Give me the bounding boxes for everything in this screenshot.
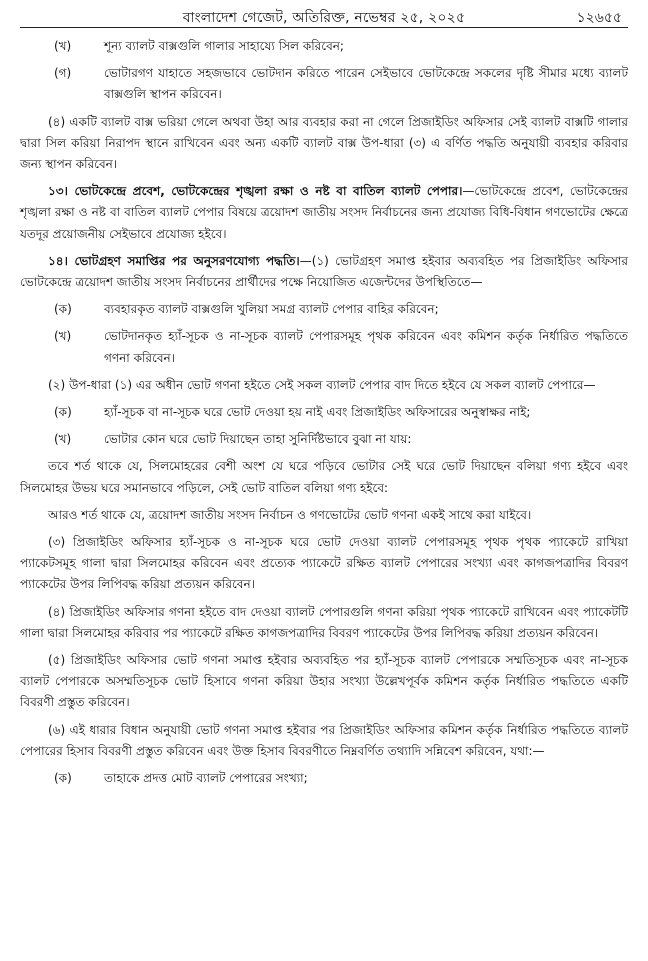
item-text: ব্যবহারকৃত ব্যালট বাক্সগুলি খুলিয়া সমগ্র ব্যালট পেপার বাহির করিবেন; xyxy=(104,302,439,317)
paragraph-3: (৩) প্রিজাইডিং অফিসার হ্যাঁ-সূচক ও না-সূচক ঘরে ভোট দেওয়া ব্যালট পেপারসমূহ পৃথক পৃথক প্যাকেটে রাখিয়া প্যাকেটসমূহ গালা দ্বারা সিলমোহর করিবেন এবং প্রত্যেক প্যাকেটে রক্ষিত ব্যালট পেপারের সংখ্যা এবং কাগজপত্রাদির বিবরণ প্যাকেটের উপর লিপিবদ্ধ করিয়া প্রত্যয়ন করিবেন। xyxy=(20,535,628,592)
list-item xyxy=(54,326,628,368)
section-13 xyxy=(20,181,628,245)
item-text: তাহাকে প্রদত্ত মোট ব্যালট পেপারের সংখ্যা; xyxy=(104,771,308,786)
item-label: (ক) xyxy=(54,771,72,786)
paragraph-4: (৪) একটি ব্যালট বাক্স ভরিয়া গেলে অথবা উহা আর ব্যবহার করা না গেলে প্রিজাইডিং অফিসার সেই ব্যালট বাক্সটি গালার দ্বারা সিল করিয়া নিরাপদ স্থানে রাখিবেন এবং অন্য একটি ব্যালট বাক্স উপ-ধারা (৩) এ বর্ণিত পদ্ধতি অনুযায়ী ব্যবহার করিবার জন্য স্থাপন করিবেন। xyxy=(20,114,628,172)
item-text: হ্যাঁ-সূচক বা না-সূচক ঘরে ভোট দেওয়া হয় নাই এবং প্রিজাইডিং অফিসারের অনুস্বাক্ষর নাই; xyxy=(104,405,531,420)
page-header xyxy=(20,4,628,28)
item-label: (ক) xyxy=(54,302,72,317)
section-14-heading: ১৪। ভোটগ্রহণ সমাপ্তির পর অনুসরণযোগ্য পদ্ধতি। xyxy=(48,253,300,268)
section-14 xyxy=(20,251,628,293)
item-label: (খ) xyxy=(54,39,72,53)
list-item xyxy=(54,36,628,57)
paragraph-2: (২) উপ-ধারা (১) এর অধীন ভোট গণনা হইতে সেই সকল ব্যালট পেপার বাদ দিতে হইবে যে সকল ব্যালট পেপারে— xyxy=(48,377,596,392)
paragraph-6: (৬) এই ধারার বিধান অনুযায়ী ভোট গণনা সমাপ্ত হইবার পর প্রিজাইডিং অফিসার কমিশন কর্তৃক নির্ধারিত পদ্ধতিতে ব্যালট পেপারের হিসাব বিবরণী প্রস্তুত করিবেন এবং উক্ত হিসাব বিবরণীতে নিম্নবর্ণিত তথ্যাদি সন্নিবেশ করিবেন, যথা:— xyxy=(20,722,628,758)
item-text: ভোটার কোন ঘরে ভোট দিয়াছেন তাহা সুনির্দিষ্টভাবে বুঝা না যায়: xyxy=(104,432,412,447)
list-item xyxy=(54,402,628,423)
list-item xyxy=(54,429,628,450)
item-label: (খ) xyxy=(54,329,72,344)
item-label: (খ) xyxy=(54,432,72,447)
section-13-text: —ভোটকেন্দ্রে প্রবেশ, ভোটকেন্দ্রের শৃঙ্খলা রক্ষা ও নষ্ট বা বাতিল ব্যালট পেপার বিষয়ে ত্রয়োদশ জাতীয় সংসদ নির্বাচনের জন্য প্রযোজ্য বিধি-বিধান গণভোটের ক্ষেত্রে যতদূর প্রয়োজনীয় সেইভাবে প্রযোজ্য হইবে। xyxy=(20,184,629,241)
list-item xyxy=(54,768,628,789)
item-text: ভোটদানকৃত হ্যাঁ-সূচক ও না-সূচক ব্যালট পেপারসমূহ পৃথক করিবেন এবং কমিশন কর্তৃক নির্ধারিত পদ্ধতিতে গণনা করিবেন। xyxy=(104,329,628,365)
item-label: (গ) xyxy=(54,66,72,81)
list-item xyxy=(54,63,628,105)
item-label: (ক) xyxy=(54,405,72,420)
document-body xyxy=(20,36,628,795)
paragraph-5: (৫) প্রিজাইডিং অফিসার ভোট গণনা সমাপ্ত হইবার অব্যবহিত পর হ্যাঁ-সূচক ব্যালট পেপারকে সম্মতিসূচক এবং না-সূচক ব্যালট পেপারকে অসম্মতিসূচক ভোট হিসাবে গণনা করিয়া উহার সংখ্যা উল্লেখপূর্বক কমিশন কর্তৃক নির্ধারিত পদ্ধতিতে একটি বিবরণী প্রস্তুত করিবেন। xyxy=(20,653,628,710)
proviso-1: তবে শর্ত থাকে যে, সিলমোহরের বেশী অংশ যে ঘরে পড়িবে ভোটার সেই ঘরে ভোট দিয়াছেন বলিয়া গণ্য হইবে এবং সিলমোহর উভয় ঘরে সমানভাবে পড়িলে, সেই ভোট বাতিল বলিয়া গণ্য হইবে: xyxy=(20,459,628,495)
section-13-heading: ১৩। ভোটকেন্দ্রে প্রবেশ, ভোটকেন্দ্রের শৃঙ্খলা রক্ষা ও নষ্ট বা বাতিল ব্যালট পেপার। xyxy=(48,184,463,199)
list-item xyxy=(54,299,628,320)
paragraph-4b: (৪) প্রিজাইডিং অফিসার গণনা হইতে বাদ দেওয়া ব্যালট পেপারগুলি গণনা করিয়া পৃথক প্যাকেটে রাখিবেন এবং প্যাকেটটি গালা দ্বারা সিলমোহর করিবার পর প্যাকেটে রক্ষিত কাগজপত্রাদির বিবরণ প্যাকেটের উপর লিপিবদ্ধ করিয়া প্রত্যয়ন করিবেন। xyxy=(20,604,628,640)
page-number: ১২৬৫৫ xyxy=(576,10,622,26)
gazette-title: বাংলাদেশ গেজেট, অতিরিক্ত, নভেম্বর ২৫, ২০২৫ xyxy=(182,10,466,26)
section-14-text: —(১) ভোটগ্রহণ সমাপ্ত হইবার অব্যবহিত পর প্রিজাইডিং অফিসার ভোটকেন্দ্রে ত্রয়োদশ জাতীয় সংসদ নির্বাচনের প্রার্থীদের পক্ষে নিয়োজিত এজেন্টদের উপস্থিতিতে— xyxy=(20,253,628,290)
proviso-2: আরও শর্ত থাকে যে, ত্রয়োদশ জাতীয় সংসদ নির্বাচন ও গণভোটের ভোট গণনা একই সাথে করা যাইবে। xyxy=(48,507,532,522)
item-text: শূন্য ব্যালট বাক্সগুলি গালার সাহায্যে সিল করিবেন; xyxy=(104,39,344,53)
item-text: ভোটারগণ যাহাতে সহজভাবে ভোটদান করিতে পারেন সেইভাবে ভোটকেন্দ্রে সকলের দৃষ্টি সীমার মধ্যে ব্যালট বাক্সগুলি স্থাপন করিবেন। xyxy=(104,66,628,102)
header-rule xyxy=(20,27,628,28)
